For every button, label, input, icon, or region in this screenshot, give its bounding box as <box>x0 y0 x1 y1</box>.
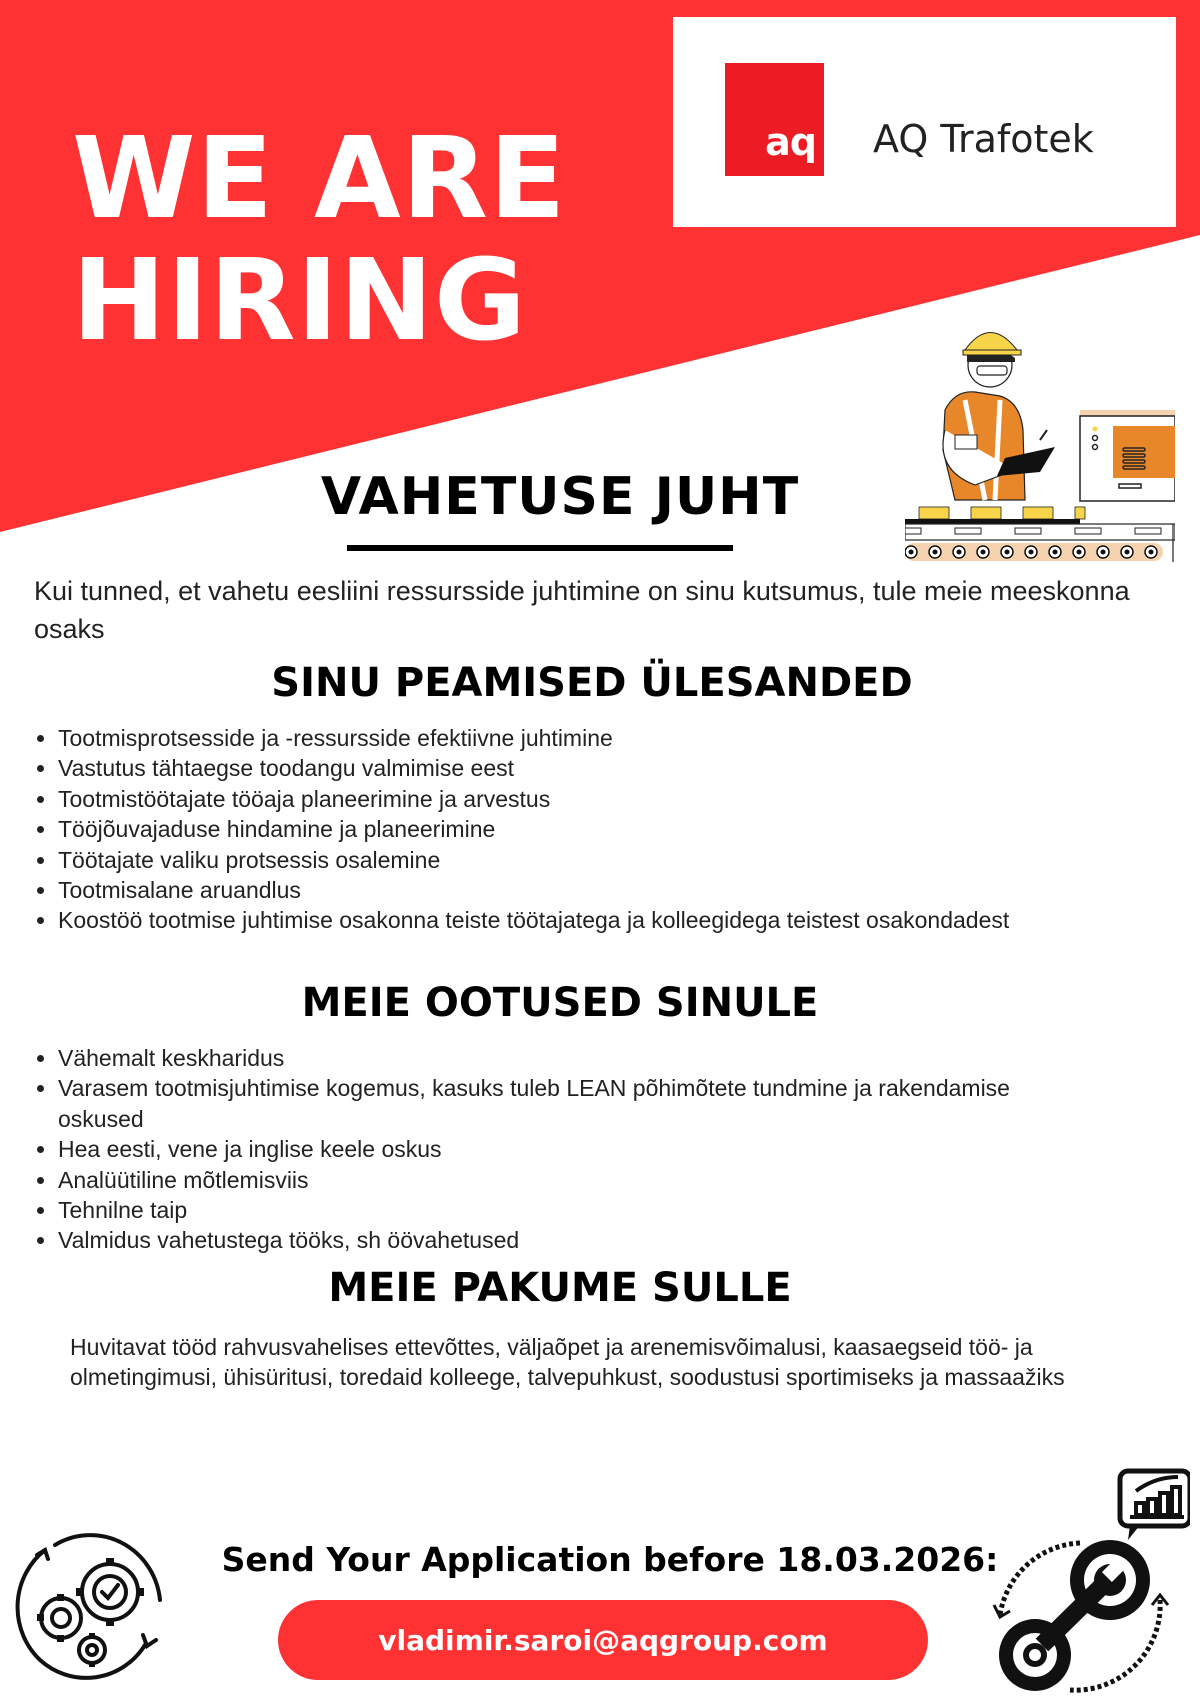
expectations-heading: MEIE OOTUSED SINULE <box>301 980 819 1026</box>
hero-headline <box>72 114 567 366</box>
company-logo <box>673 17 1176 227</box>
job-intro: Kui tunned, et vahetu eesliini ressursside juhtimine on sinu kutsumus, tule meie meeskonna osaks <box>34 576 1130 644</box>
offer-heading: MEIE PAKUME SULLE <box>328 1265 792 1311</box>
aq-logo-mark: aq <box>725 63 824 176</box>
list-item: • Tootmisalane aruandlus <box>58 875 1118 905</box>
job-title: VAHETUSE JUHT <box>320 467 800 527</box>
list-item: • Hea eesti, vene ja inglise keele oskus <box>58 1134 1118 1164</box>
application-deadline-text: Send Your Application before 18.03.2026: <box>221 1540 999 1579</box>
list-item: • Koostöö tootmise juhtimise osakonna teiste töötajatega ja kolleegidega teistest osakondadest <box>58 905 1048 935</box>
tasks-list <box>32 723 1118 936</box>
list-item: • Vastutus tähtaegse toodangu valmimise eest <box>58 753 1118 783</box>
wrench-gear-chart-icon <box>980 1465 1190 1697</box>
list-item: • Tööjõuvajaduse hindamine ja planeerimine <box>58 814 1118 844</box>
list-item: • Analüütiline mõtlemisviis <box>58 1165 1118 1195</box>
expectations-list <box>32 1043 1118 1256</box>
offer-text: Huvitavat tööd rahvusvahelises ettevõttes, väljaõpet ja arenemisvõimalusi, kaasaegseid töö- ja olmetingimusi, ühisüritusi, toredaid kolleege, talvepuhkust, soodustusi sportimiseks ja massaažiks <box>70 1334 1065 1391</box>
list-item: • Vähemalt keskharidus <box>58 1043 1118 1073</box>
list-item: • Tootmistöötajate tööaja planeerimine ja arvestus <box>58 784 1118 814</box>
headline-line-1: WE ARE <box>72 114 567 244</box>
list-item: • Varasem tootmisjuhtimise kogemus, kasuks tuleb LEAN põhimõtete tundmine ja rakendamise oskused <box>58 1073 1068 1134</box>
list-item: • Valmidus vahetustega tööks, sh öövahetused <box>58 1225 1118 1255</box>
title-underline <box>347 545 733 551</box>
list-item: • Tootmisprotsesside ja -ressursside efektiivne juhtimine <box>58 723 1118 753</box>
list-item: • Töötajate valiku protsessis osalemine <box>58 845 1118 875</box>
tasks-heading: SINU PEAMISED ÜLESANDED <box>271 660 913 706</box>
list-item: • Tehnilne taip <box>58 1195 1118 1225</box>
company-name: AQ Trafotek <box>873 117 1094 161</box>
headline-line-2: HIRING <box>72 236 527 366</box>
email-contact-button[interactable]: vladimir.saroi@aqgroup.com <box>278 1600 928 1680</box>
